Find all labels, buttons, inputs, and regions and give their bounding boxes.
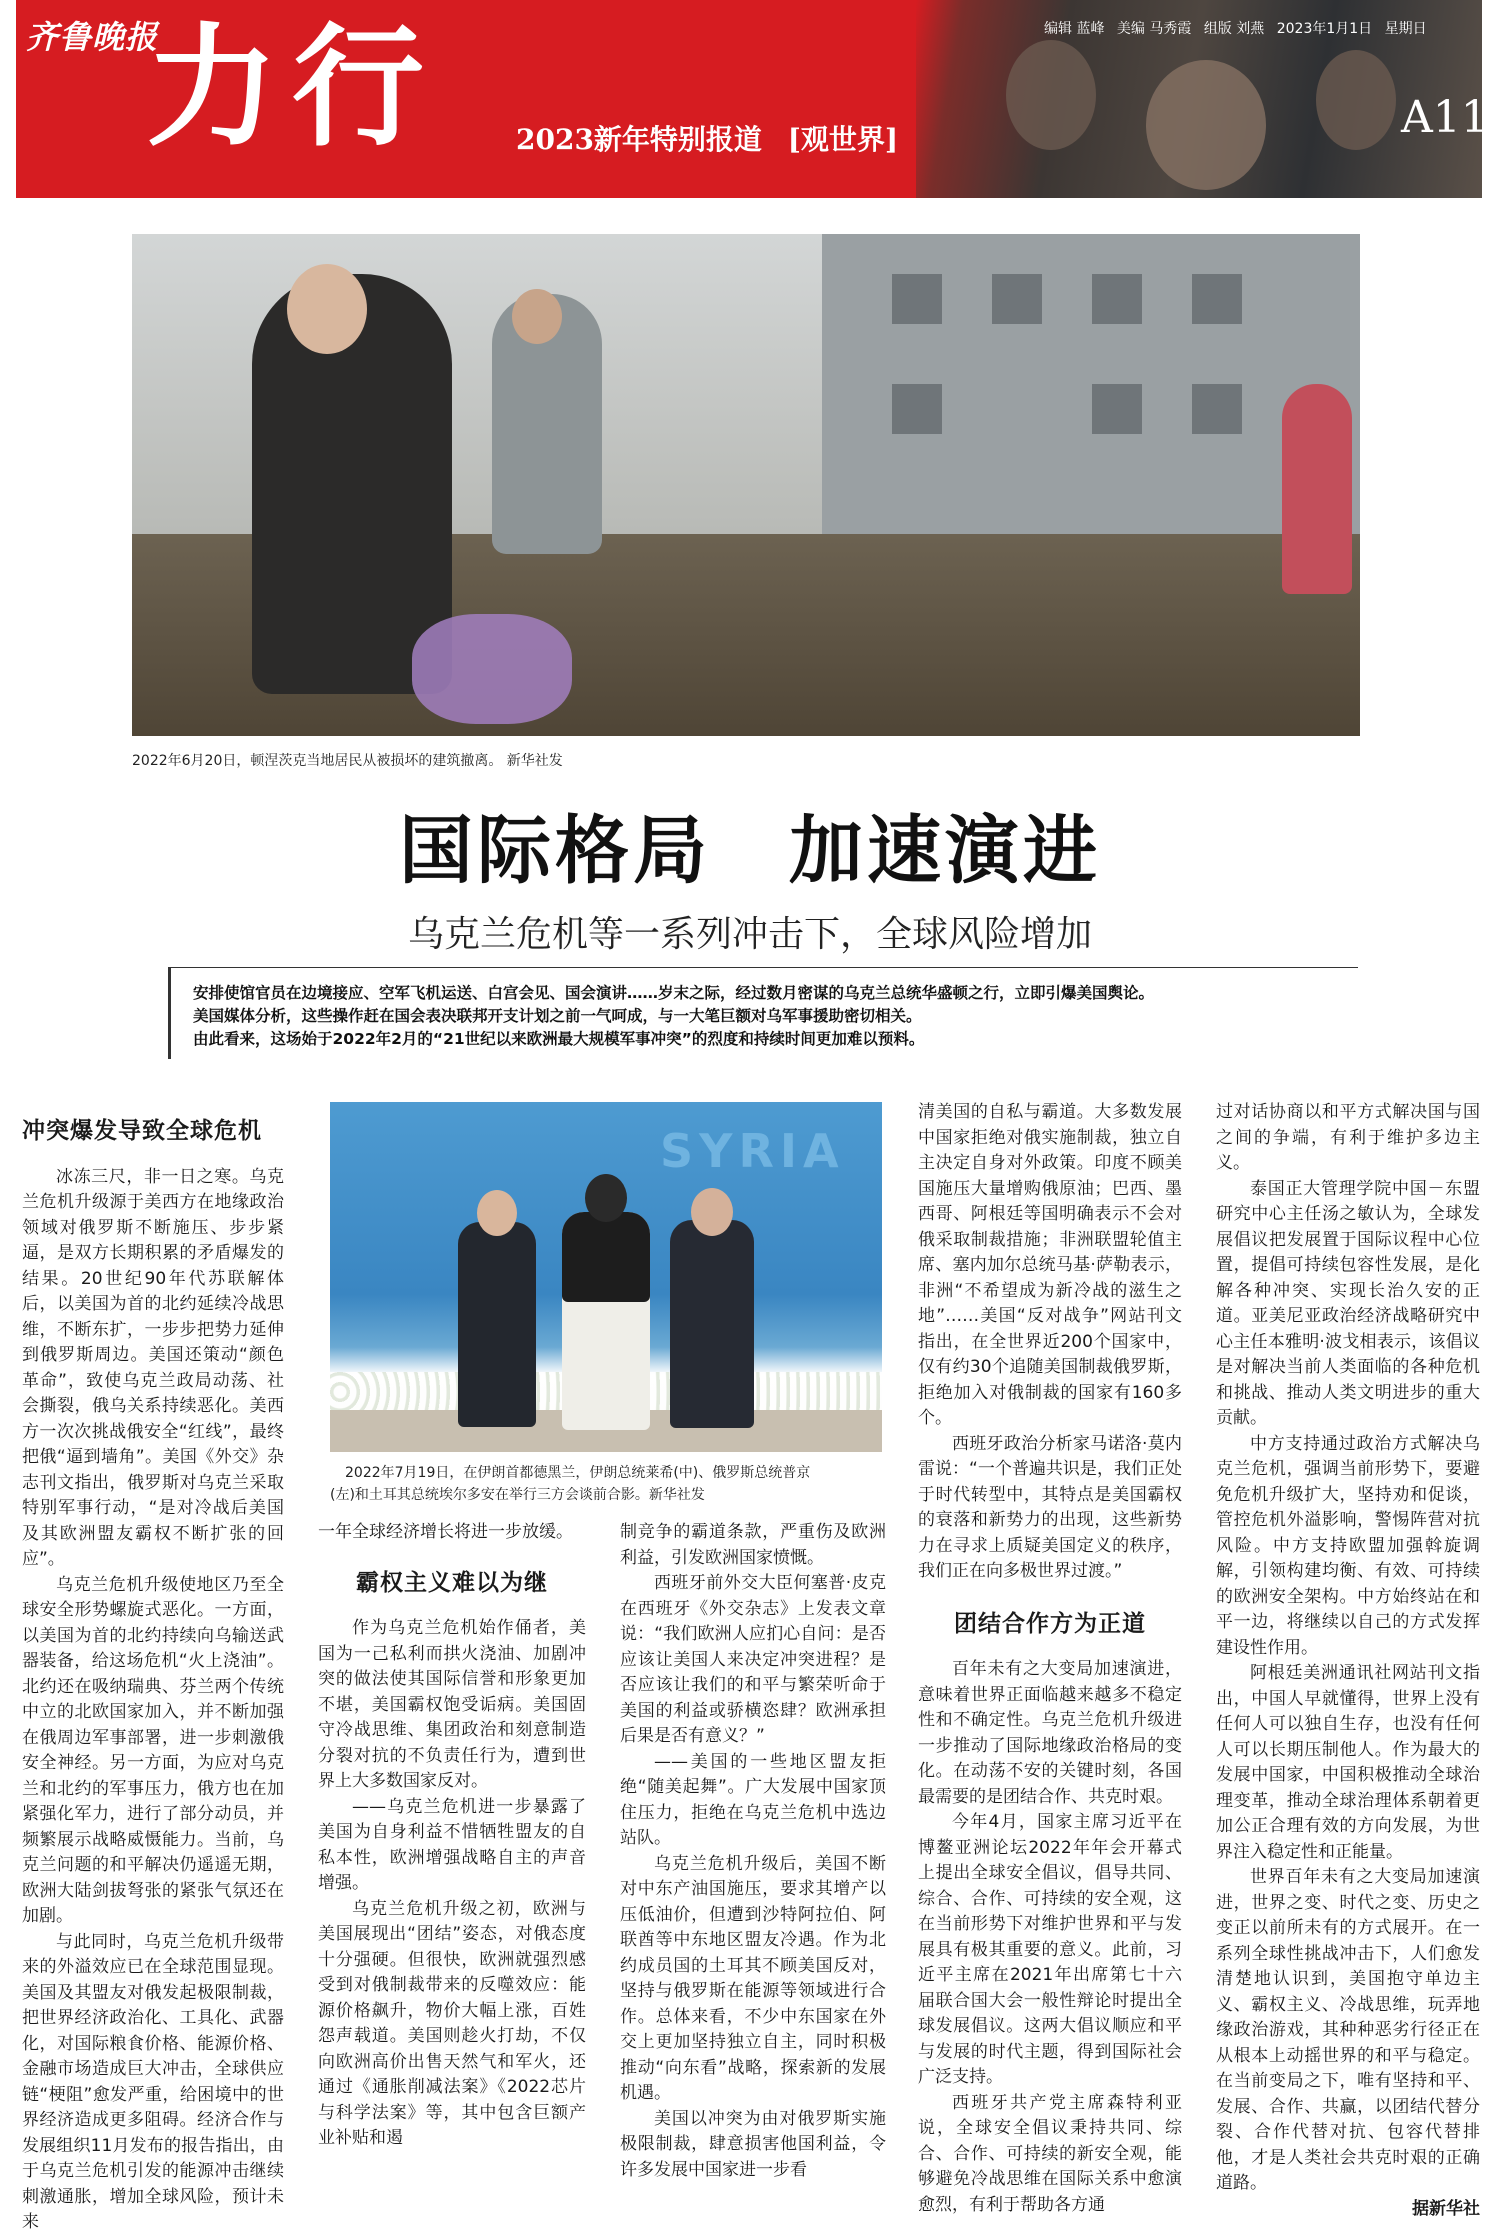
leader-right-figure	[670, 1220, 754, 1428]
summit-photo-caption-line: 2022年7月19日，在伊朗首都德黑兰，伊朗总统莱希(中)、俄罗斯总统普京	[345, 1465, 811, 1481]
credit-date: 2023年1月1日	[1276, 21, 1373, 37]
body-paragraph: 今年4月，国家主席习近平在博鳌亚洲论坛2022年年会开幕式上提出全球安全倡议，倡导共同、综合、合作、可持续的安全观，这在当前形势下对维护世界和平与发展具有极其重要的意义。此前，习近平主席在2021年出席第七十六届联合国大会一般性辩论时提出全球发展倡议。这两大倡议顺应和平与发展的时代主题，得到国际社会广泛支持。	[918, 1812, 1182, 2087]
body-paragraph: 泰国正大管理学院中国－东盟研究中心主任汤之敏认为，全球发展倡议把发展置于国际议程中心位置，提倡可持续包容性发展，是化解各种冲突、实现长治久安的正道。亚美尼亚政治经济战略研究中心主任本雅明·波戈相表示，该倡议是对解决当前人类面临的各种危机和挑战、推动人类文明进步的重大贡献。	[1216, 1178, 1480, 1428]
body-paragraph: 一年全球经济增长将进一步放缓。	[318, 1522, 573, 1542]
top-photo	[132, 234, 1360, 736]
body-paragraph: 阿根廷美洲通讯社网站刊文指出，中国人早就懂得，世界上没有任何人可以独自生存，也没有任何人可以长期压制他人。作为最大的发展中国家，中国积极推动全球治理变革，推动全球治理体系朝着更加公正合理有效的方向发展，为世界注入稳定性和正能量。	[1216, 1663, 1480, 1862]
column-label: [观世界]	[787, 123, 899, 156]
sky-and-trees	[132, 234, 822, 534]
lead-paragraph	[168, 967, 1358, 1059]
building-window	[992, 274, 1042, 324]
header-photo-figure	[1316, 50, 1396, 150]
article-source: 据新华社	[1412, 2198, 1480, 2219]
body-paragraph: 清美国的自私与霸道。大多数发展中国家拒绝对俄实施制裁，独立自主决定自身对外政策。印度不顾美国施压大量增购俄原油；巴西、墨西哥、阿根廷等国明确表示不会对俄采取制裁措施；非洲联盟轮值主席、塞内加尔总统马基·萨勒表示，非洲“不希望成为新冷战的滋生之地”……美国“反对战争”网站刊文指出，在全世界近200个国家中，仅有约30个追随美国制裁俄罗斯，拒绝加入对俄制裁的国家有160多个。	[918, 1102, 1182, 1428]
leader-center-head	[585, 1174, 627, 1222]
lead-line: 安排使馆官员在边境接应、空军飞机运送、白宫会见、国会演讲……岁末之际，经过数月密谋的乌克兰总统华盛顿之行，立即引爆美国舆论。	[193, 984, 1155, 1002]
main-headline: 国际格局 加速演进	[399, 808, 1101, 894]
building-window	[892, 274, 942, 324]
credit-weekday: 星期日	[1384, 21, 1427, 37]
article-column-3	[620, 1520, 886, 2190]
body-paragraph: 百年未有之大变局加速演进，意味着世界正面临越来越多不稳定性和不确定性。乌克兰危机升级进一步推动了国际地缘政治格局的变化。在动荡不安的关键时刻，各国最需要的是团结合作、共克时艰。	[918, 1659, 1182, 1807]
resident-figure	[1282, 384, 1352, 594]
body-paragraph: ——乌克兰危机进一步暴露了美国为自身利益不惜牺牲盟友的自私本性，欧洲增强战略自主的声音增强。	[318, 1796, 586, 1893]
summit-photo-caption-line: (左)和土耳其总统埃尔多安在举行三方会谈前合影。新华社发	[330, 1487, 705, 1503]
body-paragraph: 西班牙政治分析家马诺洛·莫内雷说：“一个普遍共识是，我们正处于时代转型中，其特点是美国霸权的衰落和新势力的出现，这些新势力在寻求上质疑美国定义的秩序，我们正在向多极世界过渡。”	[918, 1433, 1182, 1581]
building-window	[1092, 384, 1142, 434]
page-number: A11	[1401, 92, 1489, 143]
building-window	[892, 384, 942, 434]
body-paragraph: 作为乌克兰危机始作俑者，美国为一己私利而拱火浇油、加剧冲突的做法使其国际信誉和形象更加不堪，美国霸权饱受诟病。美国固守冷战思维、集团政治和刻意制造分裂对抗的不负责任行为，遭到世界上大多数国家反对。	[318, 1618, 586, 1791]
page-credits	[1044, 18, 1435, 38]
body-paragraph: 中方支持通过政治方式解决乌克兰危机，强调当前形势下，要避免危机升级扩大，坚持劝和促谈，管控危机外溢影响，警惕阵营对抗风险。中方支持欧盟加强斡旋调解，引领构建均衡、有效、可持续的欧洲安全架构。中方始终站在和平一边，将继续以自己的方式发挥建设性作用。	[1216, 1433, 1480, 1658]
building-window	[1192, 384, 1242, 434]
body-paragraph: 制竞争的霸道条款，严重伤及欧洲利益，引发欧洲国家愤慨。	[620, 1522, 886, 1568]
page-header	[16, 0, 1489, 198]
section-heading: 团结合作方为正道	[954, 1610, 1146, 1637]
resident-head	[512, 289, 562, 344]
section-title: 力行	[146, 10, 438, 165]
newspaper-brand: 齐鲁晚报	[26, 18, 159, 56]
resident-head	[287, 264, 367, 354]
body-paragraph: 美国以冲突为由对俄罗斯实施极限制裁，肆意损害他国利益，令许多发展中国家进一步看	[620, 2108, 886, 2180]
sub-headline: 乌克兰危机等一系列冲击下，全球风险增加	[407, 914, 1092, 955]
credit-layout: 组版 刘燕	[1203, 21, 1265, 37]
leader-center-cloak	[562, 1212, 650, 1302]
article-column-5	[1216, 1100, 1480, 2219]
leader-right-head	[691, 1188, 733, 1236]
article-column-1	[22, 1110, 284, 2232]
body-paragraph: 西班牙前外交大臣何塞普·皮克在西班牙《外交杂志》上发表文章说：“我们欧洲人应扪心自问：是否应该让美国人来决定冲突进程？是否应该让我们的和平与繁荣听命于美国的利益或骄横恣肆？欧洲承担后果是否有意义？”	[620, 1573, 886, 1746]
top-photo-caption: 2022年6月20日，顿涅茨克当地居民从被损坏的建筑撤离。 新华社发	[132, 753, 563, 769]
section-heading: 霸权主义难以为继	[356, 1569, 548, 1596]
summit-photo	[330, 1102, 882, 1452]
carried-bag	[412, 614, 572, 724]
leader-left-figure	[458, 1222, 536, 1427]
body-paragraph: ——美国的一些地区盟友拒绝“随美起舞”。广大发展中国家顶住压力，拒绝在乌克兰危机中选边站队。	[620, 1751, 886, 1848]
body-paragraph: 乌克兰危机升级后，美国不断对中东产油国施压，要求其增产以压低油价，但遭到沙特阿拉伯、阿联酋等中东地区盟友冷遇。作为北约成员国的土耳其不顾美国反对，坚持与俄罗斯在能源等领域进行合作。总体来看，不少中东国家在外交上更加坚持独立自主，同时积极推动“向东看”战略，探索新的发展机遇。	[620, 1853, 886, 2103]
banner-text: SYRIA	[660, 1124, 845, 1178]
body-paragraph: 西班牙共产党主席森特利亚说，全球安全倡议秉持共同、综合、合作、可持续的新安全观，能够避免冷战思维在国际关系中愈演愈烈，有利于帮助各方通	[918, 2092, 1182, 2215]
body-paragraph: 乌克兰危机升级使地区乃至全球安全形势螺旋式恶化。一方面，以美国为首的北约持续向乌输送武器装备，给这场危机“火上浇油”。北约还在吸纳瑞典、芬兰两个传统中立的北欧国家加入，并不断加强在俄周边军事部署，进一步刺激俄安全神经。另一方面，为应对乌克兰和北约的军事压力，俄方也在加紧强化军力，进行了部分动员，并频繁展示战略威慑能力。当前，乌克兰问题的和平解决仍遥遥无期，欧洲大陆剑拔弩张的紧张气氛还在加剧。	[22, 1574, 284, 1926]
body-paragraph: 乌克兰危机升级之初，欧洲与美国展现出“团结”姿态，对俄态度十分强硬。但很快，欧洲就强烈感受到对俄制裁带来的反噬效应：能源价格飙升，物价大幅上涨，百姓怨声载道。美国则趁火打劫，不仅向欧洲高价出售天然气和军火，还通过《通胀削减法案》《2022芯片与科学法案》等，其中包含巨额产业补贴和遏	[318, 1898, 586, 2148]
leader-left-head	[477, 1190, 517, 1236]
article-column-4	[918, 1100, 1182, 2215]
special-report-title: 2023新年特别报道	[516, 123, 762, 156]
credit-designer: 美编 马秀霞	[1116, 21, 1192, 37]
body-paragraph: 世界百年未有之大变局加速演进，世界之变、时代之变、历史之变正以前所未有的方式展开。在一系列全球性挑战冲击下，人们愈发清楚地认识到，美国抱守单边主义、霸权主义、冷战思维，玩弄地缘政治游戏，其种种恶劣行径正在从根本上动摇世界的和平与稳定。在当前变局之下，唯有坚持和平、发展、合作、共赢，以团结代替分裂、合作代替对抗、包容代替排他，才是人类社会共克时艰的正确道路。	[1216, 1867, 1480, 2193]
article-column-2	[318, 1520, 586, 2190]
body-paragraph: 冰冻三尺，非一日之寒。乌克兰危机升级源于美西方在地缘政治领域对俄罗斯不断施压、步步紧逼，是双方长期积累的矛盾爆发的结果。20世纪90年代苏联解体后，以美国为首的北约延续冷战思维，不断东扩，一步步把势力延伸到俄罗斯周边。美国还策动“颜色革命”，致使乌克兰政局动荡、社会撕裂，俄乌关系持续恶化。美西方一次次挑战俄安全“红线”，最终把俄“逼到墙角”。美国《外交》杂志刊文指出，俄罗斯对乌克兰采取特别军事行动，“是对冷战后美国及其欧洲盟友霸权不断扩张的回应”。	[22, 1166, 284, 1569]
special-report-label	[516, 118, 898, 158]
credit-editor: 编辑 蓝峰	[1044, 21, 1105, 37]
building-window	[1192, 274, 1242, 324]
header-photo-figure	[1006, 40, 1096, 150]
header-photo-figure	[1146, 60, 1266, 190]
lead-line: 美国媒体分析，这些操作赶在国会表决联邦开支计划之前一气呵成，与一大笔巨额对乌军事援助密切相关。	[193, 1006, 922, 1025]
body-paragraph: 与此同时，乌克兰危机升级带来的外溢效应已在全球范围显现。美国及其盟友对俄发起极限制裁，把世界经济政治化、工具化、武器化，对国际粮食价格、能源价格、金融市场造成巨大冲击，全球供应链“梗阻”愈发严重，给困境中的世界经济造成更多阻碍。经济合作与发展组织11月发布的报告指出，由于乌克兰危机引发的能源冲击继续刺激通胀，增加全球风险，预计未来	[22, 1931, 284, 2232]
body-paragraph: 过对话协商以和平方式解决国与国之间的争端，有利于维护多边主义。	[1216, 1102, 1480, 1173]
building-window	[1092, 274, 1142, 324]
section-heading: 冲突爆发导致全球危机	[22, 1118, 262, 1144]
lead-line: 由此看来，这场始于2022年2月的“21世纪以来欧洲最大规模军事冲突”的烈度和持续时间更加难以预料。	[193, 1029, 925, 1048]
